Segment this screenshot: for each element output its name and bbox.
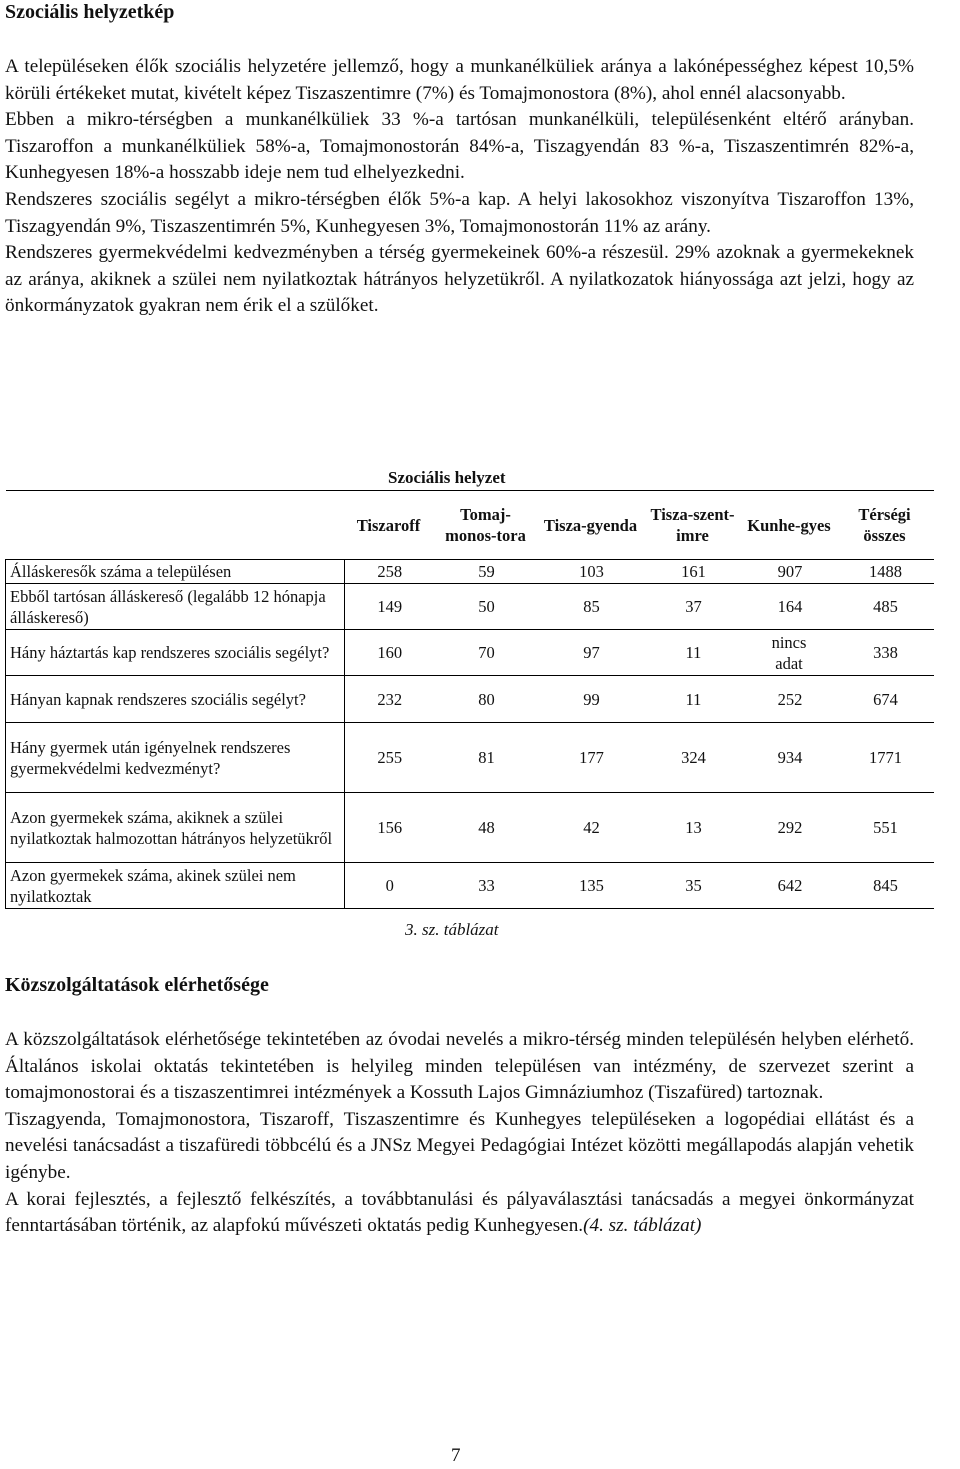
table-cell: 674	[873, 689, 898, 709]
table-cell: 907	[777, 562, 803, 581]
row-label: Azon gyermekek száma, akinek szülei nem nyilatkoztak	[6, 863, 345, 909]
table-cell: 160	[377, 643, 403, 662]
table-cell: 42	[583, 818, 600, 837]
paragraph-text: A korai fejlesztés, a fejlesztő felkészítés, a továbbtanulási és pályaválasztási tanácsadás a megyei önkormányzat fenntartásában történik, az alapfokú művészeti oktatás pedig Kunhegyesen.	[5, 1188, 914, 1237]
section-heading-social: Szociális helyzetkép	[5, 1, 175, 23]
table-cell: 1771	[869, 748, 902, 767]
table-row	[6, 793, 934, 863]
table-cell: 135	[579, 876, 604, 895]
row-label: Ebből tartósan álláskereső (legalább 12 hónapja álláskereső)	[6, 584, 345, 630]
column-header: Tomaj-monos-tora	[445, 505, 526, 545]
row-label: Hány gyermek után igényelnek rendszeres gyermekvédelmi kedvezményt?	[6, 723, 345, 793]
table-cell: 103	[579, 562, 604, 581]
table-cell: 551	[873, 818, 898, 837]
table-cell: 50	[478, 597, 495, 616]
table-cell: nincs adat	[771, 632, 807, 673]
social-situation-table	[5, 490, 934, 909]
table-row	[6, 630, 934, 676]
paragraph: Rendszeres szociális segélyt a mikro-térségben élők 5%-a kap. A helyi lakosokhoz viszonyítva Tiszaroffon 13%, Tiszagyendán 9%, Tiszaszentimrén 5%, Kunhegyesen 3%, Tomajmonostorán 11% az arány.	[5, 188, 914, 237]
paragraph: Tiszagyenda, Tomajmonostora, Tiszaroff, Tiszaszentimre és Kunhegyes településeken a logopédiai ellátást és a nevelési tanácsadást a tiszafüredi többcélú és a JNSz Megyei Pedagógiai Intézet közötti megállapodás alapján vehetik igénybe.	[5, 1108, 914, 1183]
table-cell: 35	[685, 876, 702, 895]
table-cell: 70	[478, 643, 495, 662]
table-cell: 338	[873, 643, 898, 662]
table-cell: 324	[681, 748, 706, 767]
table-cell: 80	[478, 689, 495, 709]
table-cell: 97	[583, 643, 600, 662]
table-row	[6, 723, 934, 793]
section-social-body	[5, 54, 914, 320]
table-cell: 37	[685, 597, 702, 616]
section-heading-public-services: Közszolgáltatások elérhetősége	[5, 974, 269, 996]
table-cell: 164	[777, 597, 803, 616]
table-cell: 99	[583, 689, 600, 709]
section-services-body	[5, 1027, 914, 1240]
table-cell: 258	[377, 562, 403, 581]
table-cell: 156	[377, 818, 403, 837]
table-cell: 81	[478, 748, 495, 767]
table-cell: 11	[685, 643, 702, 662]
paragraph	[5, 1187, 914, 1240]
table-cell: 642	[777, 876, 803, 895]
table-cell: 0	[385, 876, 394, 895]
column-header: Tisza-gyenda	[543, 515, 638, 535]
page-number: 7	[451, 1445, 461, 1466]
table-cell: 59	[478, 562, 495, 581]
row-label: Azon gyermekek száma, akiknek a szülei nyilatkoztak halmozottan hátrányos helyzetükről	[6, 793, 345, 863]
table-title: Szociális helyzet	[388, 468, 506, 487]
table-cell: 85	[583, 597, 600, 616]
column-header: Kunhe-gyes	[747, 515, 831, 535]
table-cell: 845	[873, 876, 898, 895]
column-header: Tisza-szent-imre	[650, 505, 735, 545]
paragraph: Ebben a mikro-térségben a munkanélküliek 33 %-a tartósan munkanélküli, településenként eltérő arányban. Tiszaroffon a munkanélküliek 58%-a, Tomajmonostorán 84%-a, Tiszagyendán 83 %-a, Tiszaszentimrén 82%-a, Kunhegyesen 18%-a hosszabb ideje nem tud elhelyezkedni.	[5, 109, 914, 184]
row-label: Hányan kapnak rendszeres szociális segélyt?	[6, 676, 345, 723]
table-cell: 934	[777, 748, 803, 767]
column-header: Térségi összes	[858, 505, 911, 545]
paragraph: Rendszeres gyermekvédelmi kedvezményben a térség gyermekeinek 60%-a részesül. 29% azoknak a gyermekeknek az aránya, akiknek a szülei nem nyilatkoztak hátrányos helyzetükről. A nyilatkozatok hiányossága azt jelzi, hogy az önkormányzatok gyakran nem érik el a szülőket.	[5, 242, 914, 317]
paragraph: A közszolgáltatások elérhetősége tekintetében az óvodai nevelés a mikro-térség minden településén helyben elérhető. Általános iskolai oktatás tekintetében is helyileg minden településen van intézmény, de szervezet szerint a tomajmonostorai és a tiszaszentimrei intézmények a Kossuth Lajos Gimnáziumhoz (Tiszafüred) tartoznak.	[5, 1029, 914, 1104]
table-row	[6, 863, 934, 909]
row-label: Hány háztartás kap rendszeres szociális segélyt?	[6, 630, 345, 676]
table-cell: 177	[579, 748, 604, 767]
table-cell: 232	[377, 689, 403, 709]
table-cell: 1488	[869, 562, 902, 581]
row-label: Álláskeresők száma a településen	[6, 560, 345, 584]
table-cell: 485	[873, 597, 898, 616]
table-cell: 252	[777, 689, 803, 709]
table-cell: 161	[681, 562, 706, 581]
table-cell: 292	[777, 818, 803, 837]
table-cell: 48	[478, 818, 495, 837]
table-row	[6, 676, 934, 723]
table-cell: 11	[685, 689, 702, 709]
table-cell: 255	[377, 748, 403, 767]
column-header: Tiszaroff	[356, 515, 421, 535]
header-empty-cell	[6, 491, 345, 560]
table-cell: 33	[478, 876, 495, 895]
table-reference: (4. sz. táblázat)	[583, 1215, 702, 1237]
table-header-row	[6, 491, 934, 560]
table-row	[6, 584, 934, 630]
table-cell: 149	[377, 597, 403, 616]
table-row	[6, 560, 934, 584]
table-caption: 3. sz. táblázat	[405, 920, 499, 939]
table-cell: 13	[685, 818, 702, 837]
paragraph: A településeken élők szociális helyzetére jellemző, hogy a munkanélküliek aránya a lakónépességhez képest 10,5% körüli értékeket mutat, kivételt képez Tiszaszentimre (7%) és Tomajmonostora (8%), ahol ennél alacsonyabb.	[5, 56, 914, 104]
